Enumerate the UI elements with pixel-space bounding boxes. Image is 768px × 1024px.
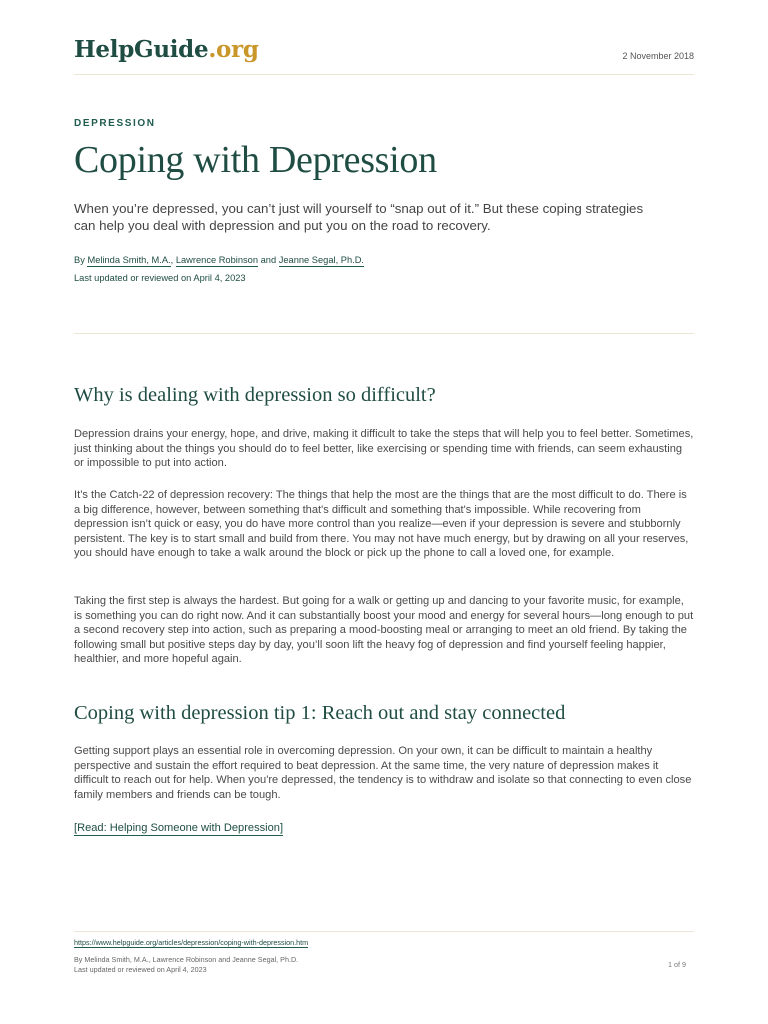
author-link-jeanne-segal[interactable]: Jeanne Segal, Ph.D. xyxy=(278,255,364,265)
read-helping-someone-link[interactable]: [Read: Helping Someone with Depression] xyxy=(74,822,284,834)
section-heading-tip-1: Coping with depression tip 1: Reach out and stay connected xyxy=(74,702,566,724)
print-date: 2 November 2018 xyxy=(622,51,694,61)
article-lead: When you’re depressed, you can’t just will yourself to “snap out of it.” But these coping strategies can help you deal with depression and put you on the road to recovery. xyxy=(74,201,644,233)
helpguide-logo[interactable] xyxy=(74,36,259,63)
paragraph: Taking the first step is always the hardest. But going for a walk or getting up and dancing to your favorite music, for example, is something you can do right now. And it can substantially boost your mood and energy for several hours—long enough to put a second recovery step into action, such as preparing a mood-boosting meal or arranging to meet an old friend. By taking the following small but positive steps day by day, you’ll soon lift the heavy fog of depression and find yourself feeling happier, healthier, and more hopeful again. xyxy=(74,595,694,666)
paragraph: It’s the Catch-22 of depression recovery: The things that help the most are the things that are the most difficult to do. There is a big difference, however, between something that's difficult and something that's impossible. While recovering from depression isn’t quick or easy, you do have more control than you realize—even if your depression is severe and stubbornly persistent. The key is to start small and build from there. You may not have much energy, but by drawing on all your reserves, you should have enough to take a walk around the block or pick up the phone to call a loved one, for example. xyxy=(74,489,689,560)
category-label[interactable]: DEPRESSION xyxy=(74,118,156,129)
author-link-melinda-smith[interactable]: Melinda Smith, M.A. xyxy=(87,255,171,265)
footer-authors: By Melinda Smith, M.A., Lawrence Robinson and Jeanne Segal, Ph.D. xyxy=(74,955,299,964)
byline-and: and xyxy=(260,255,277,265)
divider xyxy=(74,333,694,334)
byline xyxy=(74,255,364,265)
section-heading-difficult: Why is dealing with depression so difficult? xyxy=(74,384,436,406)
page-number: 1 of 9 xyxy=(668,960,686,969)
author-link-lawrence-robinson[interactable]: Lawrence Robinson xyxy=(175,255,259,265)
footer-updated: Last updated or reviewed on April 4, 2023 xyxy=(74,965,207,974)
footer-url-link[interactable]: https://www.helpguide.org/articles/depression/coping-with-depression.htm xyxy=(74,938,309,947)
paragraph: Depression drains your energy, hope, and drive, making it difficult to take the steps that will help you to feel better. Sometimes, just thinking about the things you should do to feel better, like exercising or spending time with friends, can seem exhausting or impossible to put into action. xyxy=(74,428,694,470)
byline-prefix: By xyxy=(74,255,85,265)
logo-tld: .org xyxy=(208,36,259,63)
paragraph: Getting support plays an essential role in overcoming depression. On your own, it can be difficult to maintain a healthy perspective and sustain the effort required to beat depression. At the same time, the very nature of depression makes it difficult to reach out for help. When you're depressed, the tendency is to withdraw and isolate so that connecting to even close family members and friends can be tough. xyxy=(74,745,692,801)
document-page xyxy=(74,0,694,1024)
last-updated: Last updated or reviewed on April 4, 2023 xyxy=(74,273,246,283)
masthead xyxy=(74,34,694,75)
page-title: Coping with Depression xyxy=(74,139,437,181)
footer-divider xyxy=(74,931,694,932)
logo-name: HelpGuide xyxy=(74,36,209,63)
byline-separator: , xyxy=(170,255,174,265)
